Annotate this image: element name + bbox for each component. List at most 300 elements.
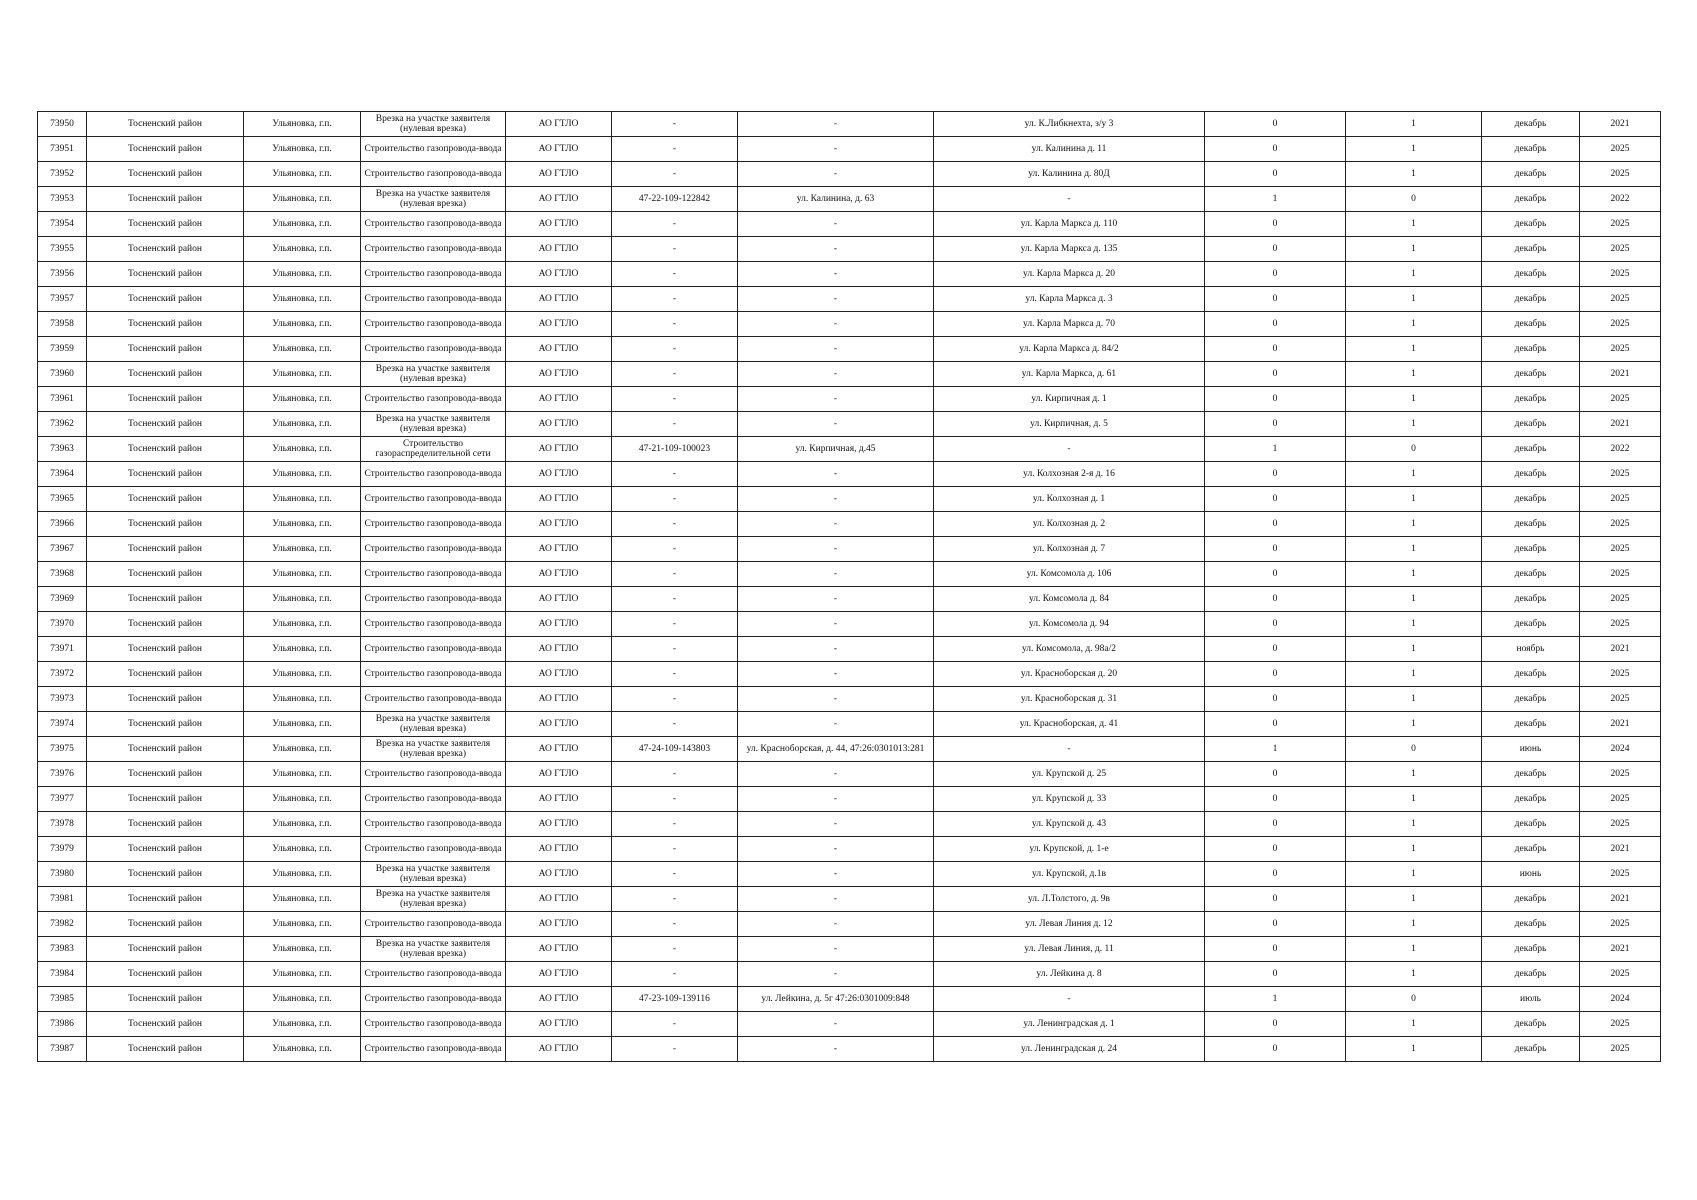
cell-object-address: -: [738, 137, 934, 162]
table-row: [38, 637, 1661, 662]
cell-organization: АО ГТЛО: [506, 162, 612, 187]
cell-row-id: 73966: [38, 512, 87, 537]
table-row: [38, 412, 1661, 437]
cell-month: декабрь: [1482, 487, 1580, 512]
cell-settlement: Ульяновка, г.п.: [244, 462, 361, 487]
table-row: [38, 612, 1661, 637]
cell-address: ул. Крупской, д.1в: [934, 862, 1205, 887]
cell-address: ул. Крупской, д. 1-е: [934, 837, 1205, 862]
cell-row-id: 73970: [38, 612, 87, 637]
table-row: [38, 537, 1661, 562]
cell-address: ул. Лейкина д. 8: [934, 962, 1205, 987]
cell-contract-number: -: [612, 112, 738, 137]
cell-district: Тосненский район: [87, 662, 244, 687]
cell-organization: АО ГТЛО: [506, 362, 612, 387]
cell-contract-number: -: [612, 912, 738, 937]
cell-work-type: Строительство газопровода-ввода: [361, 912, 506, 937]
cell-district: Тосненский район: [87, 312, 244, 337]
cell-contract-number: -: [612, 137, 738, 162]
cell-row-id: 73959: [38, 337, 87, 362]
cell-district: Тосненский район: [87, 712, 244, 737]
cell-year: 2025: [1580, 562, 1661, 587]
cell-year: 2025: [1580, 962, 1661, 987]
cell-organization: АО ГТЛО: [506, 1037, 612, 1062]
cell-work-type: Строительство газопровода-ввода: [361, 537, 506, 562]
cell-year: 2025: [1580, 237, 1661, 262]
cell-district: Тосненский район: [87, 1037, 244, 1062]
table-row: [38, 762, 1661, 787]
cell-count-new: 1: [1346, 787, 1482, 812]
cell-contract-number: -: [612, 162, 738, 187]
cell-contract-number: -: [612, 337, 738, 362]
cell-contract-number: -: [612, 887, 738, 912]
cell-settlement: Ульяновка, г.п.: [244, 412, 361, 437]
table-row: [38, 587, 1661, 612]
cell-contract-number: -: [612, 637, 738, 662]
cell-object-address: -: [738, 287, 934, 312]
cell-count-existing: 0: [1205, 637, 1346, 662]
cell-organization: АО ГТЛО: [506, 762, 612, 787]
cell-contract-number: -: [612, 687, 738, 712]
cell-work-type: Строительство газопровода-ввода: [361, 812, 506, 837]
table-row: [38, 962, 1661, 987]
cell-work-type: Строительство газораспределительной сети: [361, 437, 506, 462]
cell-count-existing: 0: [1205, 912, 1346, 937]
cell-row-id: 73964: [38, 462, 87, 487]
data-table: [37, 111, 1661, 1062]
cell-address: -: [934, 987, 1205, 1012]
cell-month: декабрь: [1482, 762, 1580, 787]
cell-contract-number: 47-23-109-139116: [612, 987, 738, 1012]
cell-row-id: 73960: [38, 362, 87, 387]
cell-month: декабрь: [1482, 937, 1580, 962]
cell-row-id: 73951: [38, 137, 87, 162]
cell-month: декабрь: [1482, 212, 1580, 237]
cell-month: декабрь: [1482, 912, 1580, 937]
cell-district: Тосненский район: [87, 537, 244, 562]
cell-count-existing: 0: [1205, 162, 1346, 187]
cell-settlement: Ульяновка, г.п.: [244, 337, 361, 362]
cell-year: 2025: [1580, 1037, 1661, 1062]
cell-row-id: 73957: [38, 287, 87, 312]
cell-row-id: 73967: [38, 537, 87, 562]
cell-organization: АО ГТЛО: [506, 337, 612, 362]
cell-year: 2021: [1580, 362, 1661, 387]
cell-contract-number: -: [612, 487, 738, 512]
cell-count-existing: 0: [1205, 862, 1346, 887]
cell-address: ул. Кирпичная, д. 5: [934, 412, 1205, 437]
cell-object-address: -: [738, 262, 934, 287]
cell-organization: АО ГТЛО: [506, 287, 612, 312]
cell-month: ноябрь: [1482, 637, 1580, 662]
cell-count-existing: 0: [1205, 587, 1346, 612]
cell-contract-number: -: [612, 462, 738, 487]
cell-organization: АО ГТЛО: [506, 437, 612, 462]
cell-contract-number: -: [612, 612, 738, 637]
cell-count-existing: 1: [1205, 437, 1346, 462]
cell-month: декабрь: [1482, 387, 1580, 412]
cell-work-type: Строительство газопровода-ввода: [361, 762, 506, 787]
cell-count-existing: 0: [1205, 137, 1346, 162]
table-row: [38, 262, 1661, 287]
cell-district: Тосненский район: [87, 912, 244, 937]
cell-organization: АО ГТЛО: [506, 962, 612, 987]
cell-district: Тосненский район: [87, 212, 244, 237]
cell-address: ул. Карла Маркса, д. 61: [934, 362, 1205, 387]
cell-count-existing: 0: [1205, 937, 1346, 962]
cell-settlement: Ульяновка, г.п.: [244, 312, 361, 337]
cell-work-type: Строительство газопровода-ввода: [361, 787, 506, 812]
cell-count-existing: 0: [1205, 762, 1346, 787]
cell-contract-number: -: [612, 212, 738, 237]
cell-organization: АО ГТЛО: [506, 887, 612, 912]
table-row: [38, 237, 1661, 262]
cell-settlement: Ульяновка, г.п.: [244, 287, 361, 312]
cell-district: Тосненский район: [87, 637, 244, 662]
cell-work-type: Строительство газопровода-ввода: [361, 1037, 506, 1062]
cell-object-address: -: [738, 487, 934, 512]
table-row: [38, 1012, 1661, 1037]
cell-month: декабрь: [1482, 687, 1580, 712]
cell-organization: АО ГТЛО: [506, 662, 612, 687]
cell-contract-number: -: [612, 587, 738, 612]
cell-address: ул. Калинина д. 80Д: [934, 162, 1205, 187]
cell-year: 2025: [1580, 212, 1661, 237]
cell-address: -: [934, 187, 1205, 212]
cell-row-id: 73971: [38, 637, 87, 662]
cell-district: Тосненский район: [87, 787, 244, 812]
cell-address: ул. Ленинградская д. 1: [934, 1012, 1205, 1037]
cell-month: декабрь: [1482, 162, 1580, 187]
cell-contract-number: -: [612, 387, 738, 412]
cell-address: ул. Л.Толстого, д. 9в: [934, 887, 1205, 912]
cell-row-id: 73973: [38, 687, 87, 712]
cell-address: ул. Крупской д. 43: [934, 812, 1205, 837]
cell-contract-number: -: [612, 1037, 738, 1062]
cell-settlement: Ульяновка, г.п.: [244, 587, 361, 612]
cell-district: Тосненский район: [87, 937, 244, 962]
cell-settlement: Ульяновка, г.п.: [244, 1012, 361, 1037]
cell-contract-number: 47-24-109-143803: [612, 737, 738, 762]
cell-settlement: Ульяновка, г.п.: [244, 437, 361, 462]
table-row: [38, 187, 1661, 212]
cell-district: Тосненский район: [87, 262, 244, 287]
cell-row-id: 73962: [38, 412, 87, 437]
cell-month: декабрь: [1482, 812, 1580, 837]
cell-row-id: 73981: [38, 887, 87, 912]
cell-count-new: 1: [1346, 937, 1482, 962]
cell-count-new: 1: [1346, 387, 1482, 412]
cell-address: ул. Ленинградская д. 24: [934, 1037, 1205, 1062]
cell-contract-number: 47-22-109-122842: [612, 187, 738, 212]
cell-month: декабрь: [1482, 562, 1580, 587]
cell-district: Тосненский район: [87, 562, 244, 587]
cell-count-new: 1: [1346, 362, 1482, 387]
cell-settlement: Ульяновка, г.п.: [244, 987, 361, 1012]
cell-organization: АО ГТЛО: [506, 487, 612, 512]
cell-district: Тосненский район: [87, 112, 244, 137]
cell-count-new: 1: [1346, 487, 1482, 512]
cell-object-address: -: [738, 512, 934, 537]
cell-settlement: Ульяновка, г.п.: [244, 762, 361, 787]
cell-settlement: Ульяновка, г.п.: [244, 712, 361, 737]
cell-settlement: Ульяновка, г.п.: [244, 837, 361, 862]
cell-count-existing: 0: [1205, 362, 1346, 387]
cell-row-id: 73961: [38, 387, 87, 412]
cell-count-existing: 0: [1205, 312, 1346, 337]
cell-settlement: Ульяновка, г.п.: [244, 562, 361, 587]
cell-work-type: Строительство газопровода-ввода: [361, 562, 506, 587]
cell-object-address: -: [738, 662, 934, 687]
cell-year: 2022: [1580, 187, 1661, 212]
cell-object-address: -: [738, 637, 934, 662]
cell-work-type: Строительство газопровода-ввода: [361, 987, 506, 1012]
cell-settlement: Ульяновка, г.п.: [244, 212, 361, 237]
cell-year: 2021: [1580, 887, 1661, 912]
cell-object-address: -: [738, 837, 934, 862]
cell-count-new: 1: [1346, 862, 1482, 887]
cell-settlement: Ульяновка, г.п.: [244, 812, 361, 837]
cell-organization: АО ГТЛО: [506, 737, 612, 762]
cell-work-type: Строительство газопровода-ввода: [361, 387, 506, 412]
cell-object-address: ул. Красноборская, д. 44, 47:26:0301013:281: [738, 737, 934, 762]
cell-row-id: 73954: [38, 212, 87, 237]
cell-address: ул. Комсомола д. 84: [934, 587, 1205, 612]
cell-address: ул. Комсомола д. 94: [934, 612, 1205, 637]
cell-month: декабрь: [1482, 262, 1580, 287]
cell-count-existing: 0: [1205, 1037, 1346, 1062]
cell-month: декабрь: [1482, 462, 1580, 487]
cell-settlement: Ульяновка, г.п.: [244, 887, 361, 912]
cell-address: -: [934, 737, 1205, 762]
cell-row-id: 73963: [38, 437, 87, 462]
cell-district: Тосненский район: [87, 487, 244, 512]
cell-district: Тосненский район: [87, 512, 244, 537]
cell-work-type: Врезка на участке заявителя (нулевая врезка): [361, 712, 506, 737]
cell-address: ул. Колхозная д. 2: [934, 512, 1205, 537]
cell-contract-number: -: [612, 937, 738, 962]
cell-organization: АО ГТЛО: [506, 237, 612, 262]
cell-district: Тосненский район: [87, 837, 244, 862]
cell-year: 2025: [1580, 812, 1661, 837]
cell-year: 2025: [1580, 537, 1661, 562]
cell-work-type: Врезка на участке заявителя (нулевая врезка): [361, 412, 506, 437]
cell-contract-number: -: [612, 812, 738, 837]
cell-contract-number: -: [612, 312, 738, 337]
cell-work-type: Строительство газопровода-ввода: [361, 487, 506, 512]
cell-count-new: 1: [1346, 1037, 1482, 1062]
cell-work-type: Строительство газопровода-ввода: [361, 137, 506, 162]
table-row: [38, 862, 1661, 887]
cell-year: 2025: [1580, 462, 1661, 487]
cell-month: декабрь: [1482, 187, 1580, 212]
cell-count-existing: 0: [1205, 962, 1346, 987]
cell-settlement: Ульяновка, г.п.: [244, 662, 361, 687]
cell-contract-number: -: [612, 287, 738, 312]
cell-organization: АО ГТЛО: [506, 612, 612, 637]
cell-settlement: Ульяновка, г.п.: [244, 187, 361, 212]
cell-month: декабрь: [1482, 337, 1580, 362]
cell-district: Тосненский район: [87, 887, 244, 912]
cell-district: Тосненский район: [87, 462, 244, 487]
cell-object-address: -: [738, 112, 934, 137]
cell-district: Тосненский район: [87, 987, 244, 1012]
cell-row-id: 73955: [38, 237, 87, 262]
cell-address: ул. Красноборская, д. 41: [934, 712, 1205, 737]
cell-work-type: Строительство газопровода-ввода: [361, 462, 506, 487]
cell-settlement: Ульяновка, г.п.: [244, 912, 361, 937]
cell-work-type: Строительство газопровода-ввода: [361, 962, 506, 987]
cell-month: декабрь: [1482, 412, 1580, 437]
cell-month: декабрь: [1482, 437, 1580, 462]
cell-count-existing: 0: [1205, 1012, 1346, 1037]
cell-month: декабрь: [1482, 137, 1580, 162]
cell-organization: АО ГТЛО: [506, 587, 612, 612]
cell-count-existing: 0: [1205, 887, 1346, 912]
cell-object-address: -: [738, 587, 934, 612]
cell-object-address: -: [738, 387, 934, 412]
cell-count-existing: 1: [1205, 187, 1346, 212]
cell-count-new: 1: [1346, 512, 1482, 537]
cell-address: ул. Крупской д. 25: [934, 762, 1205, 787]
cell-contract-number: -: [612, 662, 738, 687]
cell-month: декабрь: [1482, 537, 1580, 562]
cell-count-new: 0: [1346, 737, 1482, 762]
cell-year: 2021: [1580, 112, 1661, 137]
cell-organization: АО ГТЛО: [506, 212, 612, 237]
table-row: [38, 162, 1661, 187]
cell-year: 2021: [1580, 712, 1661, 737]
cell-year: 2025: [1580, 262, 1661, 287]
cell-organization: АО ГТЛО: [506, 462, 612, 487]
cell-count-existing: 0: [1205, 337, 1346, 362]
cell-row-id: 73952: [38, 162, 87, 187]
cell-contract-number: -: [612, 787, 738, 812]
cell-contract-number: -: [612, 412, 738, 437]
cell-object-address: -: [738, 237, 934, 262]
cell-contract-number: 47-21-109-100023: [612, 437, 738, 462]
cell-work-type: Строительство газопровода-ввода: [361, 837, 506, 862]
cell-address: ул. Карла Маркса д. 110: [934, 212, 1205, 237]
cell-month: декабрь: [1482, 112, 1580, 137]
table-row: [38, 712, 1661, 737]
cell-count-new: 1: [1346, 337, 1482, 362]
cell-object-address: -: [738, 362, 934, 387]
cell-month: декабрь: [1482, 612, 1580, 637]
cell-settlement: Ульяновка, г.п.: [244, 487, 361, 512]
cell-object-address: -: [738, 1012, 934, 1037]
cell-year: 2025: [1580, 312, 1661, 337]
cell-year: 2025: [1580, 612, 1661, 637]
cell-address: ул. Калинина д. 11: [934, 137, 1205, 162]
cell-district: Тосненский район: [87, 437, 244, 462]
cell-row-id: 73983: [38, 937, 87, 962]
cell-year: 2021: [1580, 837, 1661, 862]
cell-row-id: 73978: [38, 812, 87, 837]
cell-contract-number: -: [612, 762, 738, 787]
cell-count-new: 1: [1346, 812, 1482, 837]
cell-district: Тосненский район: [87, 287, 244, 312]
cell-settlement: Ульяновка, г.п.: [244, 537, 361, 562]
cell-row-id: 73956: [38, 262, 87, 287]
cell-count-new: 1: [1346, 837, 1482, 862]
cell-count-existing: 0: [1205, 512, 1346, 537]
cell-count-existing: 0: [1205, 287, 1346, 312]
cell-count-existing: 0: [1205, 212, 1346, 237]
cell-settlement: Ульяновка, г.п.: [244, 1037, 361, 1062]
cell-work-type: Строительство газопровода-ввода: [361, 612, 506, 637]
cell-organization: АО ГТЛО: [506, 862, 612, 887]
cell-contract-number: -: [612, 1012, 738, 1037]
cell-month: декабрь: [1482, 662, 1580, 687]
cell-year: 2021: [1580, 412, 1661, 437]
cell-count-existing: 0: [1205, 237, 1346, 262]
cell-count-existing: 0: [1205, 612, 1346, 637]
cell-count-new: 1: [1346, 562, 1482, 587]
cell-object-address: -: [738, 412, 934, 437]
cell-object-address: -: [738, 962, 934, 987]
cell-settlement: Ульяновка, г.п.: [244, 112, 361, 137]
cell-count-new: 1: [1346, 237, 1482, 262]
cell-address: ул. Комсомола д. 106: [934, 562, 1205, 587]
cell-month: декабрь: [1482, 712, 1580, 737]
cell-row-id: 73975: [38, 737, 87, 762]
cell-organization: АО ГТЛО: [506, 412, 612, 437]
cell-work-type: Строительство газопровода-ввода: [361, 687, 506, 712]
cell-contract-number: -: [612, 712, 738, 737]
cell-year: 2025: [1580, 762, 1661, 787]
cell-work-type: Врезка на участке заявителя (нулевая врезка): [361, 112, 506, 137]
cell-district: Тосненский район: [87, 737, 244, 762]
cell-count-existing: 0: [1205, 537, 1346, 562]
cell-organization: АО ГТЛО: [506, 262, 612, 287]
cell-row-id: 73987: [38, 1037, 87, 1062]
cell-object-address: -: [738, 537, 934, 562]
cell-organization: АО ГТЛО: [506, 562, 612, 587]
cell-work-type: Строительство газопровода-ввода: [361, 337, 506, 362]
cell-row-id: 73972: [38, 662, 87, 687]
cell-district: Тосненский район: [87, 237, 244, 262]
table-row: [38, 737, 1661, 762]
cell-year: 2025: [1580, 912, 1661, 937]
table-row: [38, 487, 1661, 512]
cell-district: Тосненский район: [87, 137, 244, 162]
cell-count-new: 1: [1346, 587, 1482, 612]
cell-row-id: 73974: [38, 712, 87, 737]
cell-district: Тосненский район: [87, 187, 244, 212]
table-row: [38, 312, 1661, 337]
cell-year: 2024: [1580, 987, 1661, 1012]
cell-address: ул. Красноборская д. 20: [934, 662, 1205, 687]
cell-year: 2025: [1580, 512, 1661, 537]
table-row: [38, 387, 1661, 412]
cell-month: декабрь: [1482, 787, 1580, 812]
cell-count-new: 1: [1346, 712, 1482, 737]
cell-object-address: -: [738, 887, 934, 912]
cell-district: Тосненский район: [87, 762, 244, 787]
cell-object-address: ул. Калинина, д. 63: [738, 187, 934, 212]
cell-count-new: 1: [1346, 312, 1482, 337]
cell-contract-number: -: [612, 537, 738, 562]
cell-row-id: 73984: [38, 962, 87, 987]
cell-month: декабрь: [1482, 512, 1580, 537]
cell-count-new: 1: [1346, 112, 1482, 137]
cell-year: 2025: [1580, 137, 1661, 162]
cell-month: декабрь: [1482, 312, 1580, 337]
cell-address: ул. Левая Линия, д. 11: [934, 937, 1205, 962]
table-row: [38, 987, 1661, 1012]
cell-address: ул. Колхозная д. 1: [934, 487, 1205, 512]
